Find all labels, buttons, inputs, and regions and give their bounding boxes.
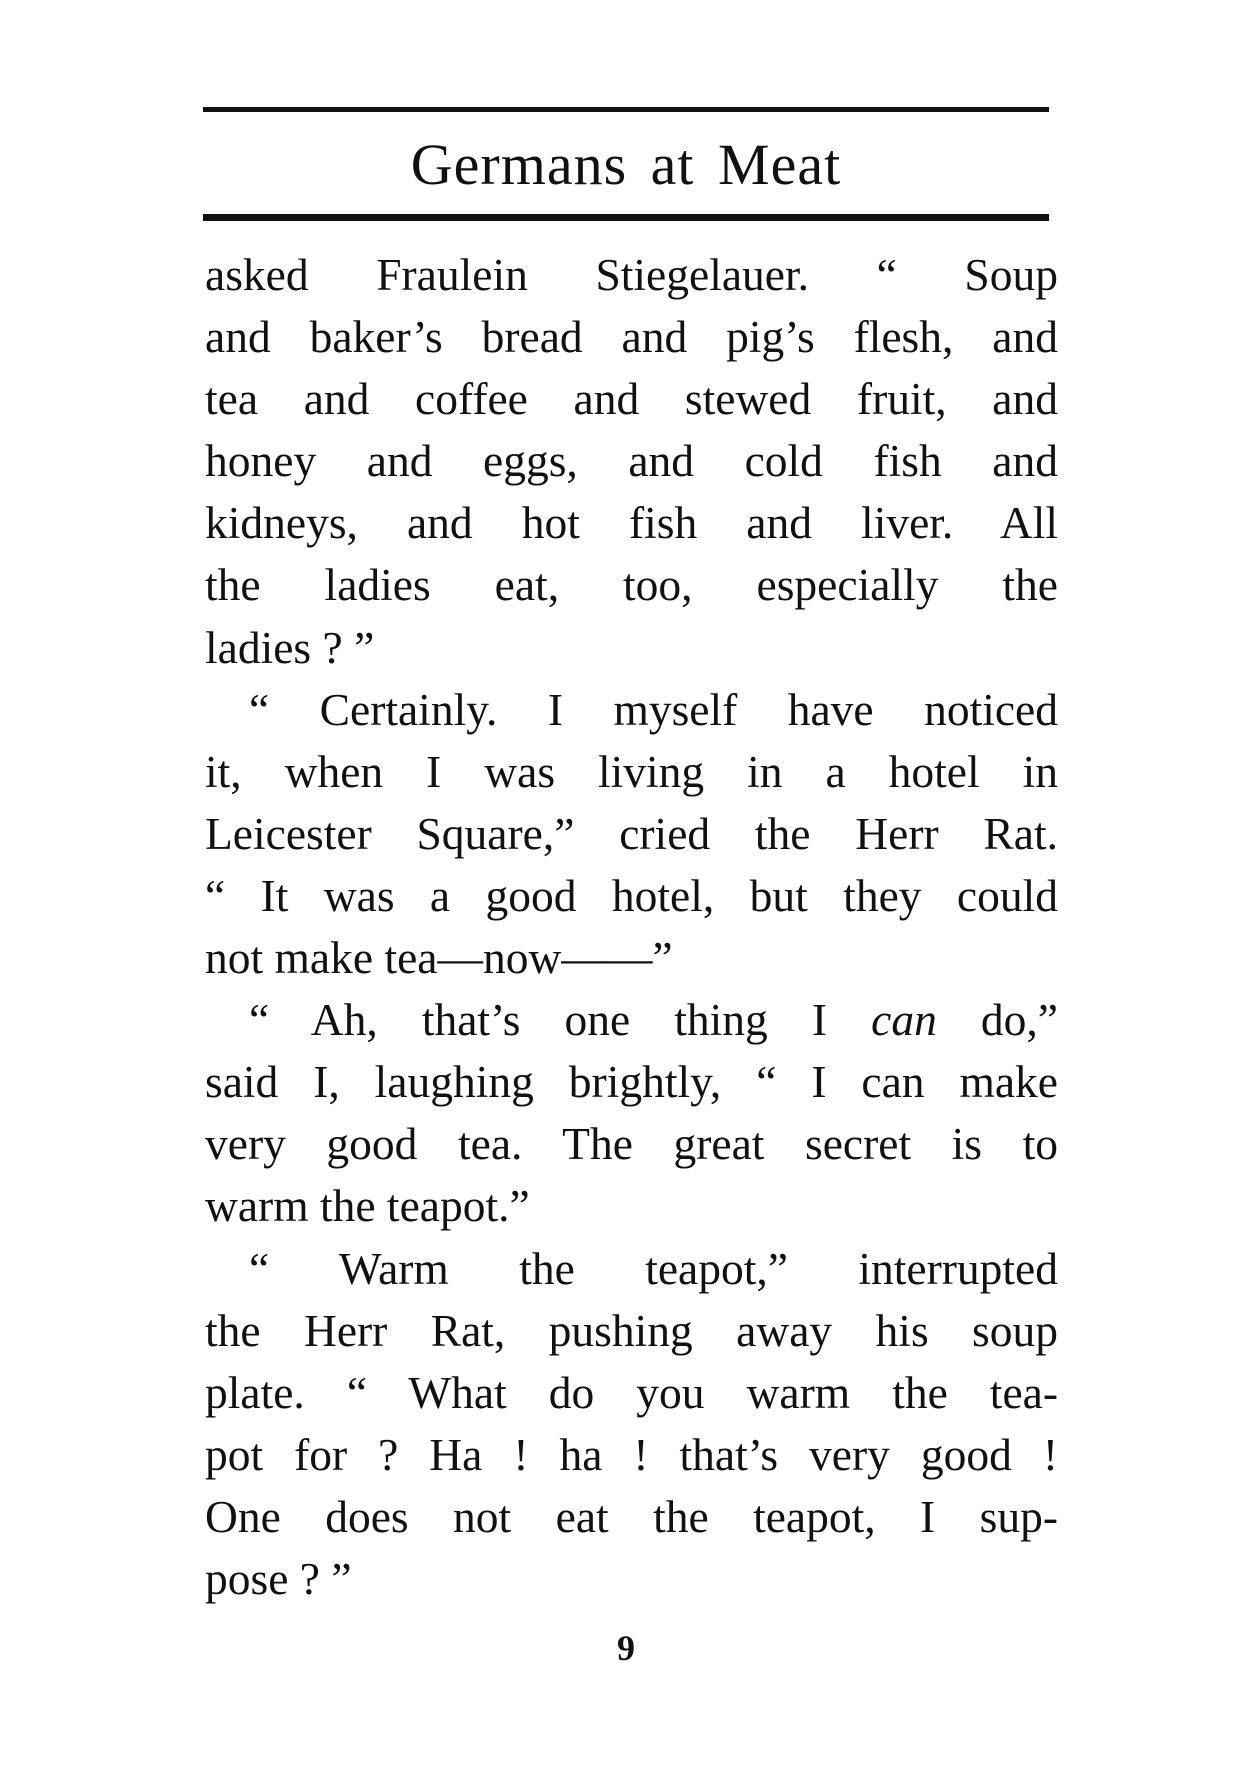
text-line [205, 306, 1058, 368]
page-number: 9 [617, 1628, 635, 1668]
text-line [205, 1175, 1058, 1237]
body-text [205, 244, 1058, 1610]
text-line-content: “ Warm the teapot,” interrupted [249, 1242, 1058, 1294]
text-line-content: warm the teapot.” [205, 1180, 530, 1232]
text-line [205, 803, 1058, 865]
running-header: Germans at Meat [410, 132, 842, 197]
text-line [205, 430, 1058, 492]
text-line [205, 1300, 1058, 1362]
text-line [205, 989, 1058, 1051]
text-line-content: the ladies eat, too, especially the [205, 559, 1058, 611]
text-line-content: Leicester Square,” cried the Herr Rat. [205, 807, 1058, 859]
text-line-content: tea and coffee and stewed fruit, and [205, 373, 1058, 425]
text-line [205, 244, 1058, 306]
text-line-content: pot for ? Ha ! ha ! that’s very good ! [205, 1428, 1058, 1480]
text-line-content: One does not eat the teapot, I sup- [205, 1490, 1058, 1542]
text-line [205, 1362, 1058, 1424]
text-line-content: it, when I was living in a hotel in [205, 745, 1058, 797]
text-line [205, 1486, 1058, 1548]
text-line-content: ladies ? ” [205, 621, 375, 673]
header-rule-top [203, 107, 1049, 112]
text-line-content: honey and eggs, and cold fish and [205, 435, 1058, 487]
text-line-content: “ Ah, that’s one thing I [249, 994, 872, 1046]
text-line-content: “ Certainly. I myself have noticed [249, 683, 1058, 735]
text-line [205, 1238, 1058, 1300]
text-line [205, 368, 1058, 430]
text-line-content: asked Fraulein Stiegelauer. “ Soup [205, 249, 1058, 300]
text-line [205, 1051, 1058, 1113]
italic-emphasis: can [871, 994, 937, 1046]
text-line [205, 741, 1058, 803]
text-line-content: not make tea—now——” [205, 932, 673, 984]
text-line [205, 492, 1058, 554]
text-line-content: pose ? ” [205, 1552, 352, 1604]
text-line-content: the Herr Rat, pushing away his soup [205, 1304, 1058, 1356]
text-line [205, 554, 1058, 616]
text-line-continuation: do,” [936, 994, 1058, 1046]
text-line [205, 679, 1058, 741]
text-line [205, 1548, 1058, 1610]
text-line [205, 617, 1058, 679]
header-rule-bottom [203, 214, 1049, 221]
text-line-content: said I, laughing brightly, “ I can make [205, 1056, 1058, 1108]
text-line [205, 1113, 1058, 1175]
text-line-content: kidneys, and hot fish and liver. All [205, 497, 1058, 549]
text-line-content: plate. “ What do you warm the tea- [205, 1366, 1058, 1418]
text-line [205, 865, 1058, 927]
text-line-content: and baker’s bread and pig’s flesh, and [205, 311, 1058, 363]
text-line [205, 927, 1058, 989]
text-line [205, 1424, 1058, 1486]
text-line-content: very good tea. The great secret is to [205, 1118, 1058, 1170]
text-line-content: “ It was a good hotel, but they could [205, 869, 1058, 921]
